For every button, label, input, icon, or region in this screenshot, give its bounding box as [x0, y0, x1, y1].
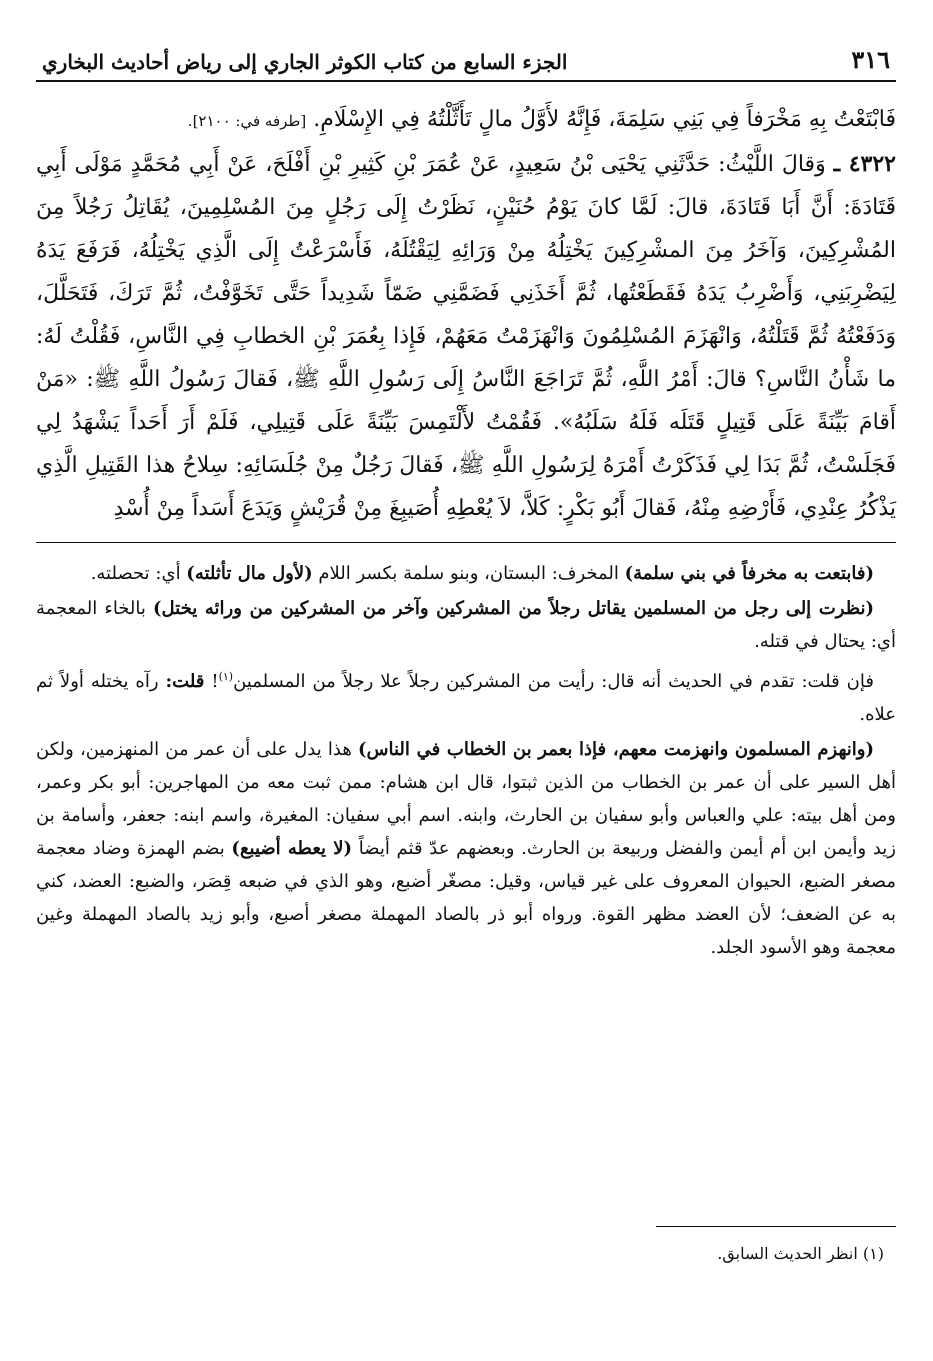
commentary-block — [36, 557, 896, 964]
commentary-text: بالخاء المعجمة أي: يحتال في قتله. — [36, 598, 896, 652]
footnote — [717, 1244, 884, 1263]
commentary-lemma: (نظرت إلى رجل من المسلمين يقاتل رجلاً من المشركين وآخر من المشركين من ورائه يختل) — [153, 598, 875, 619]
commentary-text: ! — [204, 671, 219, 692]
hadith-number: ٤٣٢٢ ـ — [833, 151, 896, 177]
footnote-text: انظر الحديث السابق. — [717, 1244, 858, 1263]
footnote-divider — [656, 1226, 896, 1227]
commentary-paragraph — [36, 592, 896, 658]
running-head — [36, 40, 896, 82]
commentary-text: بضم الهمزة وضاد معجمة مصغر الضبع، الحيوان المعروف على غير قياس، وقيل: مصغّر أضبع، وهو الذي في ضبعه قِصَر، والضبع: العضد، كني به عن الضعف؛ لأن العضد مظهر القوة. ورواه أبو ذر بالصاد المهملة مصغر أصبع، وأبو زيد بالصاد المهملة وغين معجمة وهو الأسود الجلد. — [36, 838, 896, 958]
footnote-number: (١) — [862, 1244, 884, 1263]
commentary-paragraph — [36, 557, 896, 590]
commentary-bold-term: قلت: — [165, 671, 205, 692]
book-title: الجزء السابع من كتاب الكوثر الجاري إلى رياض أحاديث البخاري — [42, 50, 568, 74]
commentary-text: رآه يختله أولاً ثم علاه. — [36, 671, 896, 725]
footnote-marker: (١) — [218, 670, 234, 683]
hadith-text-block — [36, 98, 896, 530]
intro-paragraph — [36, 98, 896, 143]
hadith-text: وَقالَ اللَّيْثُ: حَدَّثَنِي يَحْيَى بْنُ سَعِيدٍ، عَنْ عُمَرَ بْنِ كَثِيرِ بْنِ أَفْلَحَ، عَنْ أَبِي مُحَمَّدٍ مَوْلَى أَبِي قَتَادَةَ: أَنَّ أَبَا قَتَادَةَ، قالَ: لَمَّا كانَ يَوْمُ حُنَيْنٍ، نَظَرْتُ إِلَى رَجُلٍ مِنَ المُسْلِمِينَ، يُقَاتِلُ رَجُلاً مِنَ المُشْرِكِينَ، وَآخَرُ مِنَ المشْرِكِينَ يَخْتِلُهُ مِنْ وَرَائِهِ لِيَقْتُلَهُ، فَأَسْرَعْتُ إِلَى الَّذِي يَخْتِلُهُ، فَرَفَعَ يَدَهُ لِيَضْرِبَنِي، وَأَضْرِبُ يَدَهُ فَقَطَعْتُها، ثُمَّ أَخَذَنِي فَضَمَّنِي ضَمّاً شَدِيداً حَتَّى تَخَوَّفْتُ، ثُمَّ تَرَكَ، فَتَحَلَّلَ، وَدَفَعْتُهُ ثُمَّ قَتَلْتُهُ، وَانْهَزَمَ المُسْلِمُونَ وَانْهَزَمْتُ مَعَهُمْ، فَإِذا بِعُمَرَ بْنِ الخطابِ فِي النَّاسِ، فَقُلْتُ لَهُ: ما شَأْنُ النَّاسِ؟ قالَ: أَمْرُ اللَّهِ، ثُمَّ تَرَاجَعَ النَّاسُ إِلَى رَسُولِ اللَّهِ ﷺ، فَقالَ رَسُولُ اللَّهِ ﷺ: «مَنْ أَقامَ بَيِّنَةً عَلَى قَتِيلٍ قَتَلَه فَلَهُ سَلَبُهُ». فَقُمْتُ لأَلْتَمِسَ بَيِّنَةً عَلَى قَتِيلِي، فَلَمْ أَرَ أَحَداً يَشْهَدُ لِي فَجَلَسْتُ، ثُمَّ بَدَا لِي فَذَكَرْتُ أَمْرَهُ لِرَسُولِ اللَّهِ ﷺ، فَقالَ رَجُلٌ مِنْ جُلَسَائِهِ: سِلاحُ هذا القَتِيلِ الَّذِي يَذْكُرُ عِنْدِي، فَأَرْضِهِ مِنْهُ، فَقالَ أَبُو بَكْرٍ: كَلاَّ، لاَ يُعْطِهِ أُصَيبِغَ مِنْ قُرَيْشٍ وَيَدَعَ أَسَداً مِنْ أُسْدِ — [36, 152, 896, 521]
hadith-paragraph — [36, 143, 896, 530]
cross-reference: [طرفه في: ٢١٠٠]. — [187, 112, 307, 130]
text-commentary-divider — [36, 542, 896, 543]
book-page — [36, 40, 896, 1340]
commentary-lemma: (لا يعطه أضيبع) — [231, 838, 353, 859]
intro-text: فَابْتَعْتُ بِهِ مَخْرَفاً فِي بَنِي سَلِمَةَ، فَإِنَّهُ لأَوَّلُ مالٍ تَأَثَّلْتُهُ فِي الإِسْلَامِ. — [313, 107, 896, 132]
commentary-paragraph — [36, 660, 896, 731]
commentary-paragraph — [36, 733, 896, 964]
commentary-lemma: (وانهزم المسلمون وانهزمت معهم، فإذا بعمر بن الخطاب في الناس) — [358, 739, 874, 760]
commentary-lemma: (فابتعت به مخرفاً في بني سلمة) — [624, 563, 874, 584]
commentary-text: فإن قلت: تقدم في الحديث أنه قال: رأيت من المشركين رجلاً علا رجلاً من المسلمين — [233, 671, 874, 692]
commentary-text: أي: تحصلته. — [90, 563, 187, 584]
page-number: ٣١٦ — [851, 45, 890, 74]
commentary-text: المخرف: البستان، وبنو سلمة بكسر اللام — [312, 563, 625, 584]
commentary-lemma: (لأول مال تأثلته) — [186, 563, 313, 584]
commentary-text: هذا يدل على أن عمر من المنهزمين، ولكن أهل السير على أن عمر بن الخطاب من الذين ثبتوا، قال ابن هشام: ممن ثبت معه من المهاجرين: أبو بكر وعمر، ومن أهل بيته: علي والعباس وأبو سفيان بن الحارث، وابنه. اسم أبي سفيان: المغيرة، واسم ابنه: جعفر، وأسامة بن زيد وأيمن ابن أم أيمن والفضل وربيعة بن الحارث. وبعضهم عدّ قثم أيضاً — [36, 739, 896, 859]
